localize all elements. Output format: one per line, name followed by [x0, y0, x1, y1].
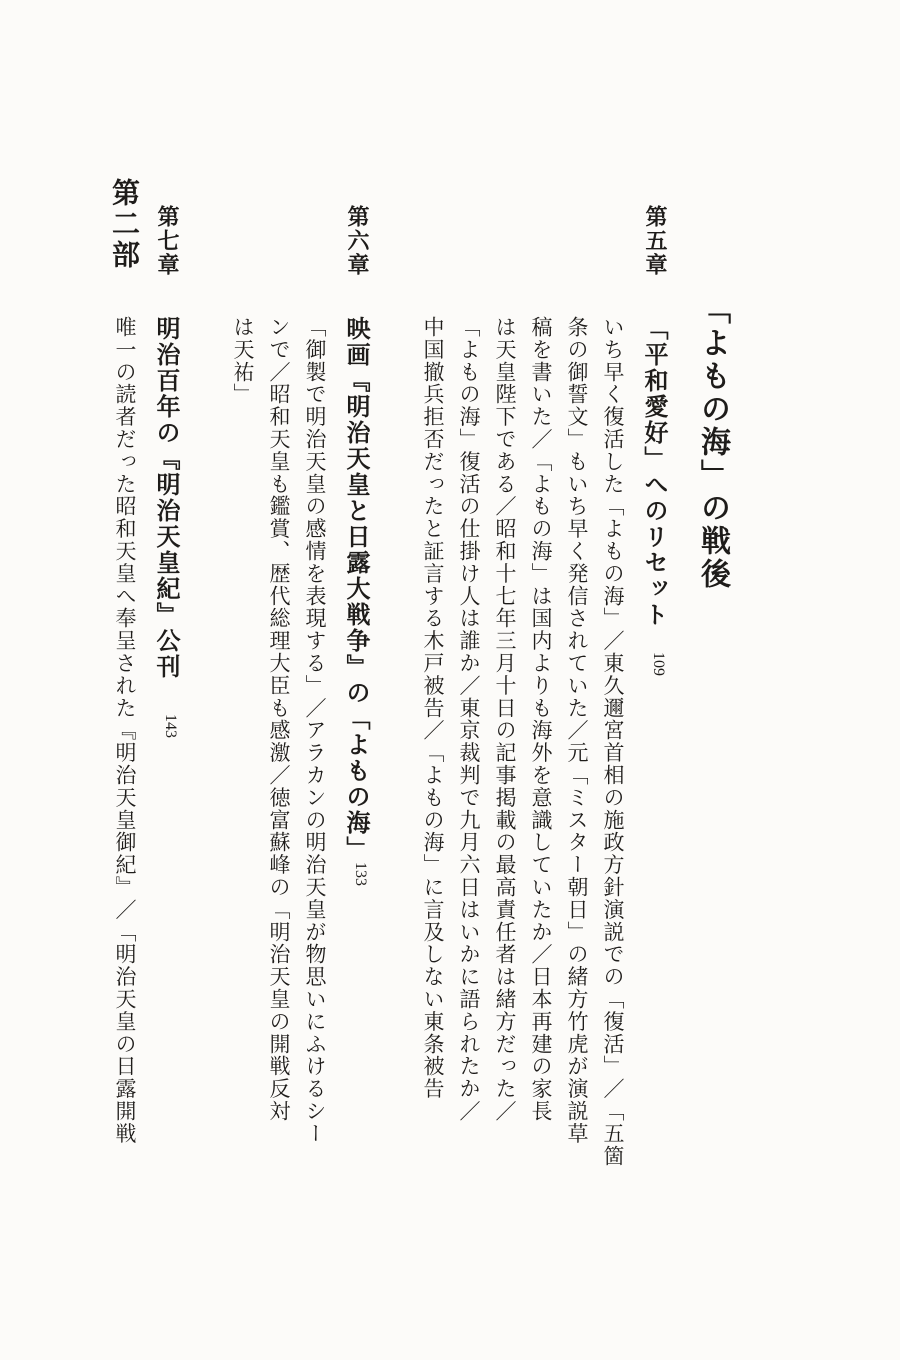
chapter-7-title: 明治百年の『明治天皇紀』公刊	[152, 316, 181, 680]
chapter-5-summary-line: は天皇陛下である／昭和十七年三月十日の記事掲載の最高責任者は緒方だった／	[493, 316, 517, 1123]
part-title: 「よもの海」の戦後	[695, 294, 730, 591]
part-label: 第二部	[108, 178, 141, 271]
chapter-6-page-number: 133	[352, 862, 369, 886]
chapter-5-summary-line: 「よもの海」復活の仕掛け人は誰か／東京裁判で九月六日はいかに語られたか／	[457, 316, 481, 1123]
chapter-5-summary-line: 稿を書いた／「よもの海」は国内よりも海外を意識していたか／日本再建の家長	[529, 316, 553, 1123]
chapter-5-title: 「平和愛好」へのリセット	[640, 316, 669, 628]
chapter-5-page-number: 109	[650, 652, 667, 676]
chapter-6-title: 映画『明治天皇と日露大戦争』の「よもの海」	[342, 316, 371, 862]
chapter-6-summary-line: 「御製で明治天皇の感情を表現する」／アラカンの明治天皇が物思いにふけるシー	[303, 316, 327, 1145]
chapter-5-summary-line: 中国撤兵拒否だったと証言する木戸被告／「よもの海」に言及しない東条被告	[421, 316, 445, 1100]
chapter-5-summary-line: 条の御誓文」もいち早く発信されていた／元「ミスター朝日」の緒方竹虎が演説草	[565, 316, 589, 1145]
chapter-6-summary-line: は天祐」	[231, 316, 255, 406]
chapter-5-summary-line: いち早く復活した「よもの海」／東久邇宮首相の施政方針演説での「復活」／「五箇	[601, 316, 625, 1168]
chapter-7-summary-line: 唯一の読者だった昭和天皇へ奉呈された『明治天皇御紀』／「明治天皇の日露開戦	[113, 316, 137, 1145]
chapter-7-label: 第七章	[154, 205, 180, 277]
chapter-5-label: 第五章	[642, 205, 668, 277]
chapter-7-page-number: 143	[162, 714, 179, 738]
chapter-6-summary-line: ンで／昭和天皇も鑑賞、歴代総理大臣も感激／徳富蘇峰の「明治天皇の開戦反対	[267, 316, 291, 1123]
chapter-6-label: 第六章	[344, 205, 370, 277]
